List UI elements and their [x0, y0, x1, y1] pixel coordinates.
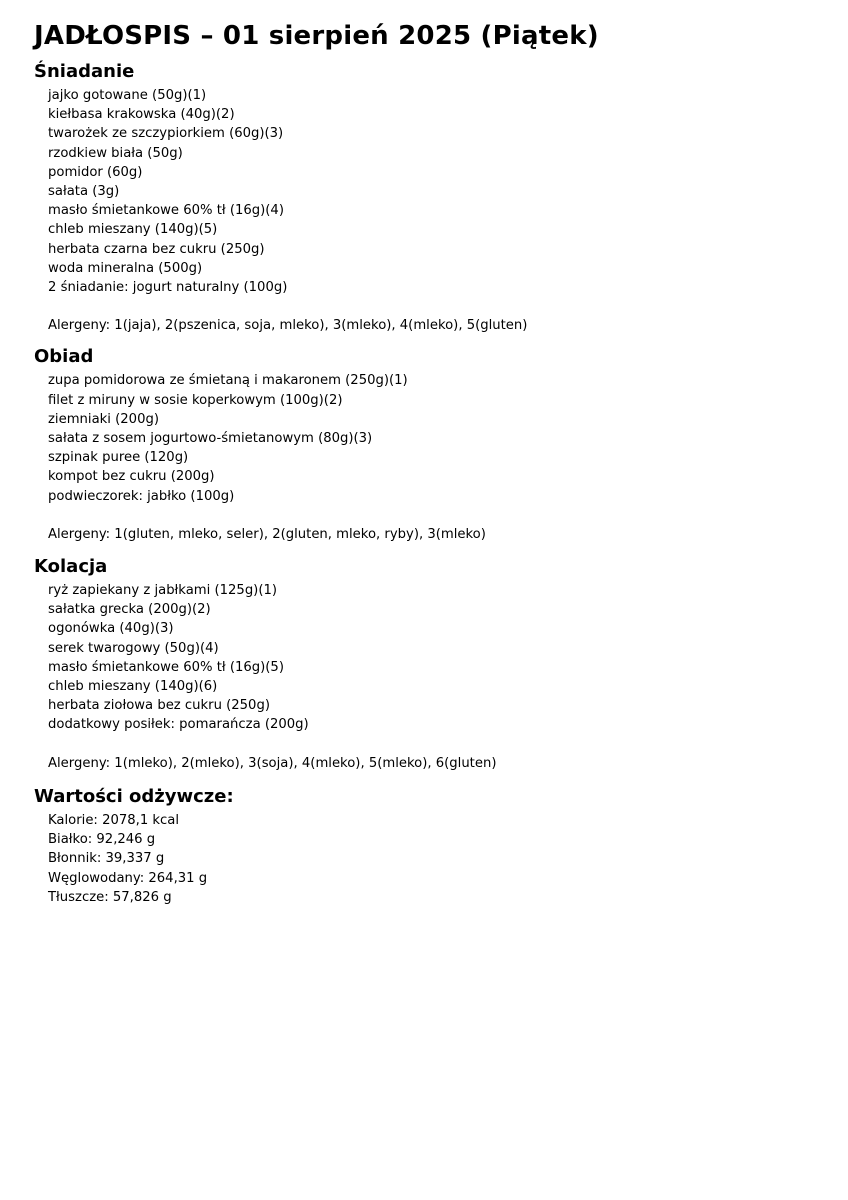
list-item: ziemniaki (200g)	[48, 411, 159, 427]
list-item: ryż zapiekany z jabłkami (125g)(1)	[48, 583, 278, 599]
list-item: kiełbasa krakowska (40g)(2)	[48, 107, 235, 123]
list-item: masło śmietankowe 60% tł (16g)(4)	[48, 203, 284, 219]
list-item: sałata z sosem jogurtowo-śmietanowym (80g)(3)	[48, 431, 373, 447]
list-item: rzodkiew biała (50g)	[48, 145, 183, 161]
nutrition-list	[34, 811, 828, 907]
breakfast-list	[34, 86, 828, 297]
list-item: chleb mieszany (140g)(5)	[48, 222, 218, 238]
list-item: twarożek ze szczypiorkiem (60g)(3)	[48, 126, 284, 142]
nutrition-section	[34, 783, 828, 907]
nutrition-heading: Wartości odżywcze:	[34, 785, 234, 807]
list-item: kompot bez cukru (200g)	[48, 469, 215, 485]
list-item: sałatka grecka (200g)(2)	[48, 602, 211, 618]
dinner-section	[34, 553, 828, 773]
page-title: JADŁOSPIS – 01 sierpień 2025 (Piątek)	[34, 21, 599, 51]
list-item: dodatkowy posiłek: pomarańcza (200g)	[48, 717, 309, 733]
breakfast-heading: Śniadanie	[34, 61, 135, 82]
list-item: herbata ziołowa bez cukru (250g)	[48, 698, 270, 714]
list-item: chleb mieszany (140g)(6)	[48, 679, 218, 695]
list-item: filet z miruny w sosie koperkowym (100g)(2)	[48, 392, 343, 408]
list-item: 2 śniadanie: jogurt naturalny (100g)	[48, 280, 288, 296]
dinner-list	[34, 581, 828, 735]
lunch-heading: Obiad	[34, 346, 94, 368]
lunch-list	[34, 371, 828, 505]
list-item: masło śmietankowe 60% tł (16g)(5)	[48, 659, 284, 675]
breakfast-allergens: Alergeny: 1(jaja), 2(pszenica, soja, mleko), 3(mleko), 4(mleko), 5(gluten)	[48, 318, 528, 334]
list-item: jajko gotowane (50g)(1)	[48, 88, 207, 103]
list-item: serek twarogowy (50g)(4)	[48, 640, 219, 656]
nutrition-calories: Kalorie: 2078,1 kcal	[48, 812, 180, 828]
list-item: herbata czarna bez cukru (250g)	[48, 241, 265, 257]
list-item: podwieczorek: jabłko (100g)	[48, 488, 235, 504]
nutrition-fiber: Błonnik: 39,337 g	[48, 851, 165, 867]
list-item: zupa pomidorowa ze śmietaną i makaronem (250g)(1)	[48, 373, 408, 389]
nutrition-protein: Białko: 92,246 g	[48, 832, 156, 848]
dinner-allergens: Alergeny: 1(mleko), 2(mleko), 3(soja), 4(mleko), 5(mleko), 6(gluten)	[48, 755, 497, 771]
list-item: szpinak puree (120g)	[48, 450, 189, 466]
list-item: ogonówka (40g)(3)	[48, 621, 174, 637]
list-item: pomidor (60g)	[48, 164, 143, 180]
nutrition-carbs: Węglowodany: 264,31 g	[48, 870, 208, 886]
list-item: sałata (3g)	[48, 184, 120, 200]
menu-document	[34, 18, 828, 907]
dinner-heading: Kolacja	[34, 556, 108, 578]
lunch-section	[34, 343, 828, 544]
breakfast-section	[34, 58, 828, 335]
list-item: woda mineralna (500g)	[48, 260, 203, 276]
lunch-allergens: Alergeny: 1(gluten, mleko, seler), 2(gluten, mleko, ryby), 3(mleko)	[48, 526, 486, 542]
nutrition-fat: Tłuszcze: 57,826 g	[48, 889, 172, 905]
